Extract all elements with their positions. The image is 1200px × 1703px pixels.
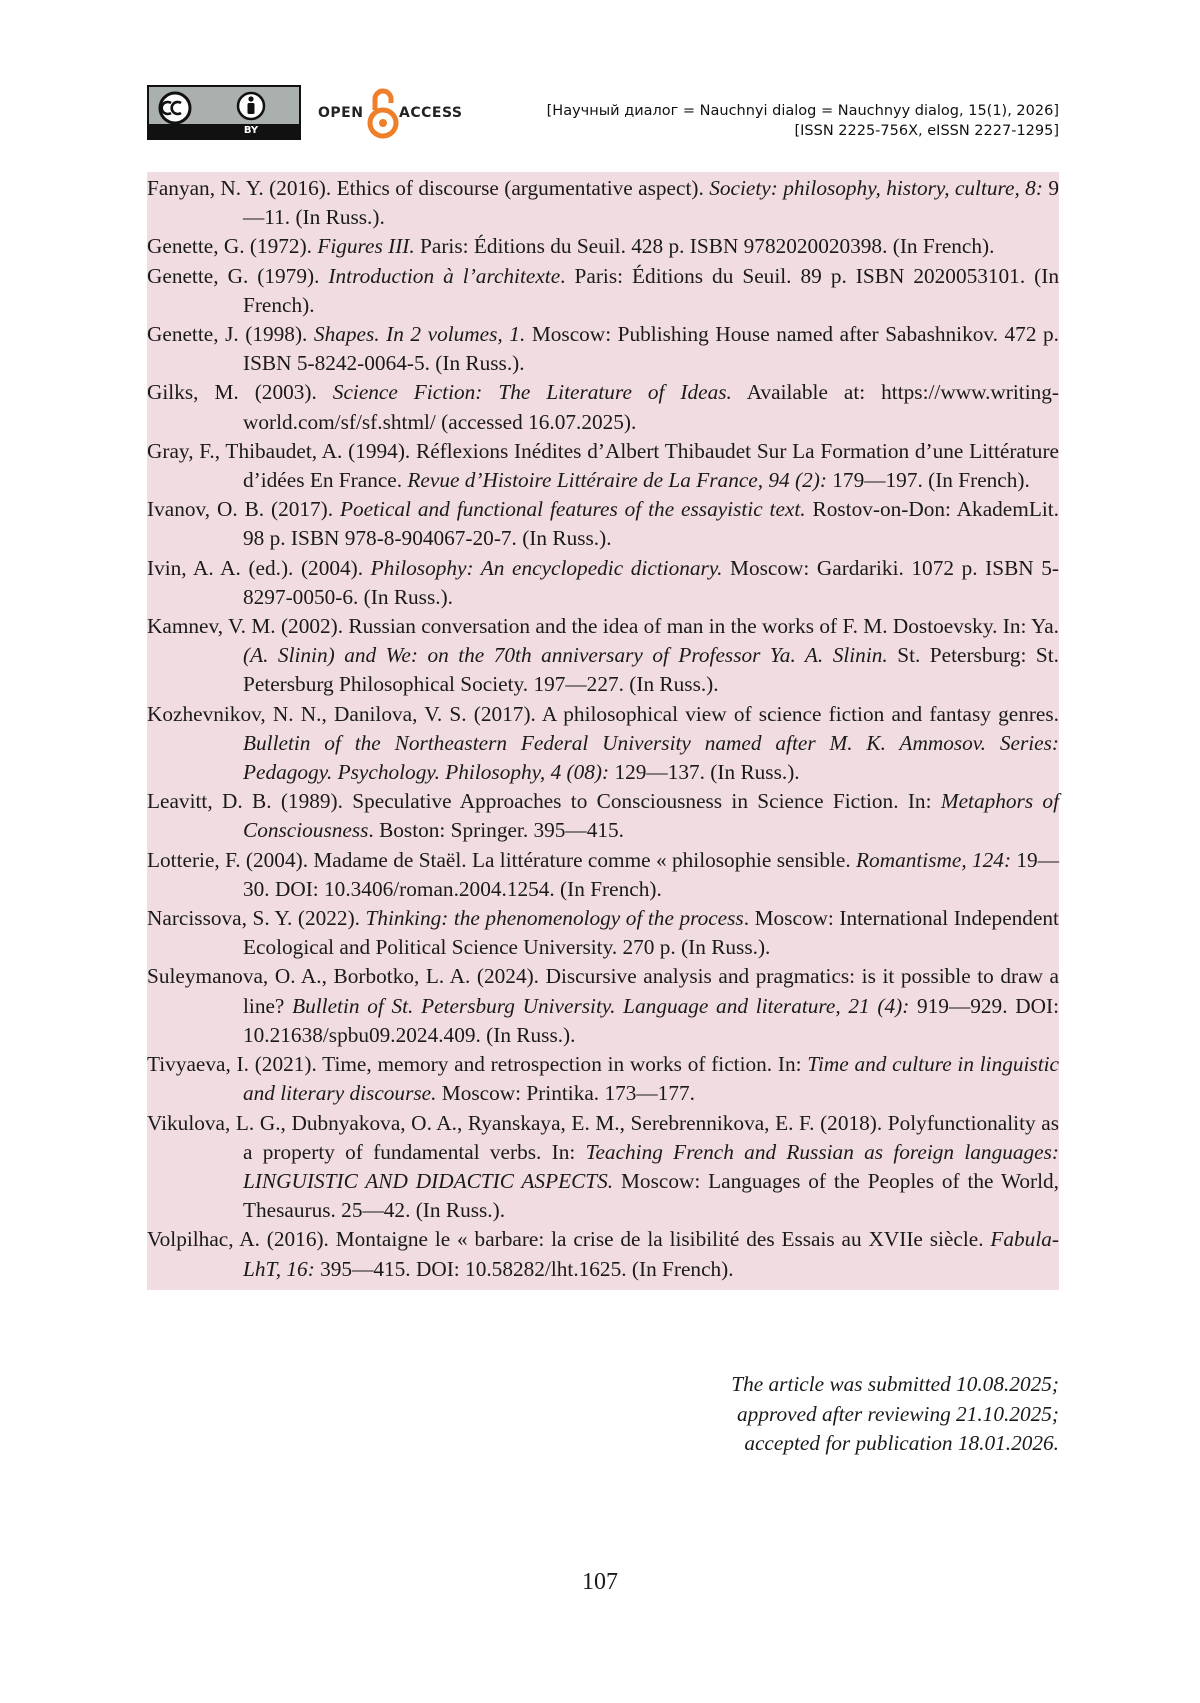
- reference-list: [147, 172, 1059, 1290]
- reference-entry: [147, 904, 1059, 962]
- reference-lead: Suleymanova, O. A., Borbotko, L. A. (2024). Discursive analysis and pragmatics: is it possible to draw a line?: [147, 964, 1059, 1018]
- reference-entry: [147, 378, 1059, 436]
- article-dates: [731, 1370, 1059, 1459]
- creative-commons-icon: [149, 87, 303, 127]
- reference-lead: Vikulova, L. G., Dubnyakova, O. A., Ryanskaya, E. M., Serebrennikova, E. F. (2018). Polyfunctionality as a property of fundamental verbs. In:: [147, 1110, 1059, 1164]
- journal-issn: [ISSN 2225-756X, eISSN 2227-1295]: [794, 123, 1059, 139]
- reference-italic-source: Bulletin of St. Petersburg University. Language and literature, 21 (4):: [292, 993, 910, 1018]
- open-access-lock-icon: [366, 87, 400, 141]
- reference-italic-source: Society: philosophy, history, culture, 8:: [709, 176, 1043, 200]
- reference-tail: Available at: https://www.writing-world.com/sf/sf.shtml/ (accessed 16.07.2025).: [243, 380, 1060, 434]
- reference-entry: [147, 700, 1059, 788]
- reference-entry: [147, 962, 1059, 1050]
- journal-citation: [Научный диалог = Nauchnyi dialog = Nauchnyy dialog, 15(1), 2026]: [546, 103, 1059, 119]
- reference-lead: Ivanov, O. B. (2017).: [147, 497, 340, 522]
- open-access-word-open: OPEN: [318, 105, 364, 121]
- reference-italic-source: Science Fiction: The Literature of Ideas.: [332, 380, 732, 405]
- reference-tail: Rostov-on-Don: AkademLit. 98 p. ISBN 978-8-904067-20-7. (In Russ.).: [243, 497, 1059, 551]
- reference-lead: Fanyan, N. Y. (2016). Ethics of discourse (argumentative aspect).: [147, 176, 710, 200]
- attribution-icon: [238, 93, 264, 119]
- reference-tail: Moscow: Gardariki. 1072 p. ISBN 5-8297-0050-6. (In Russ.).: [243, 555, 1059, 609]
- reference-tail: . Paris: Éditions du Seuil. 89 p. ISBN 2020053101. (In French).: [243, 263, 1060, 317]
- reference-tail: 9—11. (In Russ.).: [243, 176, 1059, 230]
- open-access-word-access: ACCESS: [399, 105, 463, 121]
- reference-tail: 919—929. DOI: 10.21638/spbu09.2024.409. (In Russ.).: [243, 993, 1059, 1047]
- reference-entry: [147, 1109, 1059, 1226]
- open-access-logo: [318, 87, 468, 139]
- reference-lead: Genette, G. (1972).: [147, 234, 318, 259]
- reference-entry: [147, 1050, 1059, 1108]
- reference-italic-source: Poetical and functional features of the essayistic text.: [340, 497, 806, 522]
- reference-lead: Kamnev, V. M. (2002). Russian conversation and the idea of man in the works of F. M. Dostoevsky. In: Ya.: [147, 614, 1059, 639]
- reference-entry: [147, 554, 1059, 612]
- reference-lead: Genette, G. (1979).: [147, 263, 329, 288]
- reference-entry: [147, 232, 1059, 261]
- reference-italic-source: Fabula-LhT, 16:: [243, 1227, 1059, 1281]
- reference-entry: [147, 320, 1059, 378]
- reference-entry: [147, 846, 1059, 904]
- reference-lead: Lotterie, F. (2004). Madame de Staël. La littérature comme « philosophie sensible.: [147, 847, 857, 872]
- reference-entry: [147, 262, 1059, 320]
- reference-entry: [147, 787, 1059, 845]
- reference-lead: Volpilhac, A. (2016). Montaigne le « barbare: la crise de la lisibilité des Essais au XVIIe siècle.: [147, 1227, 991, 1252]
- reference-tail: Moscow: Printika. 173—177.: [436, 1081, 695, 1106]
- license-by-label: BY: [243, 125, 259, 136]
- reference-lead: Tivyaeva, I. (2021). Time, memory and retrospection in works of fiction. In:: [147, 1052, 808, 1077]
- reference-tail: Moscow: Publishing House named after Sabashnikov. 472 p. ISBN 5-8242-0064-5. (In Russ.).: [243, 322, 1059, 376]
- reference-tail: Moscow: Languages of the Peoples of the World, Thesaurus. 25—42. (In Russ.).: [243, 1168, 1059, 1223]
- reference-tail: Paris: Éditions du Seuil. 428 p. ISBN 9782020020398. (In French).: [414, 234, 995, 259]
- reference-lead: Gray, F., Thibaudet, A. (1994). Réflexions Inédites d’Albert Thibaudet Sur La Formation d’une Littérature d’idées En France.: [147, 438, 1059, 493]
- reference-italic-source: Revue d’Histoire Littéraire de La France, 94 (2):: [407, 468, 827, 493]
- date-approved: approved after reviewing 21.10.2025;: [737, 1401, 1059, 1426]
- page-header: [147, 85, 1059, 141]
- reference-lead: Ivin, A. A. (ed.). (2004).: [147, 555, 371, 580]
- reference-italic-source: Figures III.: [317, 234, 415, 259]
- reference-tail: 179—197. (In French).: [826, 468, 1030, 493]
- reference-italic-source: Introduction à l’architexte: [328, 263, 561, 288]
- reference-italic-source: Philosophy: An encyclopedic dictionary.: [370, 555, 723, 580]
- reference-entry: [147, 174, 1059, 232]
- date-submitted: The article was submitted 10.08.2025;: [731, 1372, 1059, 1396]
- reference-tail: 19—30. DOI: 10.3406/roman.2004.1254. (In French).: [243, 847, 1060, 901]
- reference-lead: Genette, J. (1998).: [147, 322, 314, 347]
- reference-tail: . Boston: Springer. 395—415.: [368, 818, 624, 843]
- reference-tail: 129—137. (In Russ.).: [609, 760, 800, 785]
- reference-lead: Narcissova, S. Y. (2022).: [147, 906, 366, 931]
- reference-italic-source: Metaphors of Consciousness: [243, 789, 1059, 843]
- reference-tail: . Moscow: International Independent Ecological and Political Science University. 270 p. (In Russ.).: [243, 906, 1059, 960]
- reference-italic-source: Romantisme, 124:: [856, 847, 1012, 872]
- reference-italic-source: Bulletin of the Northeastern Federal University named after M. K. Ammosov. Series: Pedagogy. Psychology. Philosophy, 4 (08):: [243, 730, 1059, 785]
- reference-lead: Gilks, M. (2003).: [147, 380, 333, 405]
- reference-italic-source: Time and culture in linguistic and literary discourse.: [243, 1052, 1060, 1106]
- reference-italic-source: Thinking: the phenomenology of the process: [365, 906, 744, 931]
- reference-lead: Kozhevnikov, N. N., Danilova, V. S. (2017). A philosophical view of science fiction and fantasy genres.: [147, 701, 1059, 726]
- page-number: 107: [582, 1569, 618, 1595]
- reference-italic-source: Teaching French and Russian as foreign languages: LINGUISTIC AND DIDACTIC ASPECTS.: [243, 1139, 1059, 1193]
- reference-entry: [147, 1225, 1059, 1283]
- reference-entry: [147, 495, 1059, 553]
- reference-tail: 395—415. DOI: 10.58282/lht.1625. (In French).: [314, 1256, 734, 1281]
- reference-entry: [147, 437, 1059, 495]
- reference-italic-source: Shapes. In 2 volumes, 1.: [313, 322, 526, 347]
- reference-lead: Leavitt, D. B. (1989). Speculative Approaches to Consciousness in Science Fiction. In:: [147, 789, 941, 814]
- cc-by-license-badge: [147, 85, 301, 140]
- date-accepted: accepted for publication 18.01.2026.: [744, 1431, 1059, 1455]
- reference-tail: St. Petersburg: St. Petersburg Philosophical Society. 197—227. (In Russ.).: [243, 643, 1059, 697]
- reference-italic-source: (A. Slinin) and We: on the 70th anniversary of Professor Ya. A. Slinin.: [243, 643, 888, 668]
- reference-entry: [147, 612, 1059, 700]
